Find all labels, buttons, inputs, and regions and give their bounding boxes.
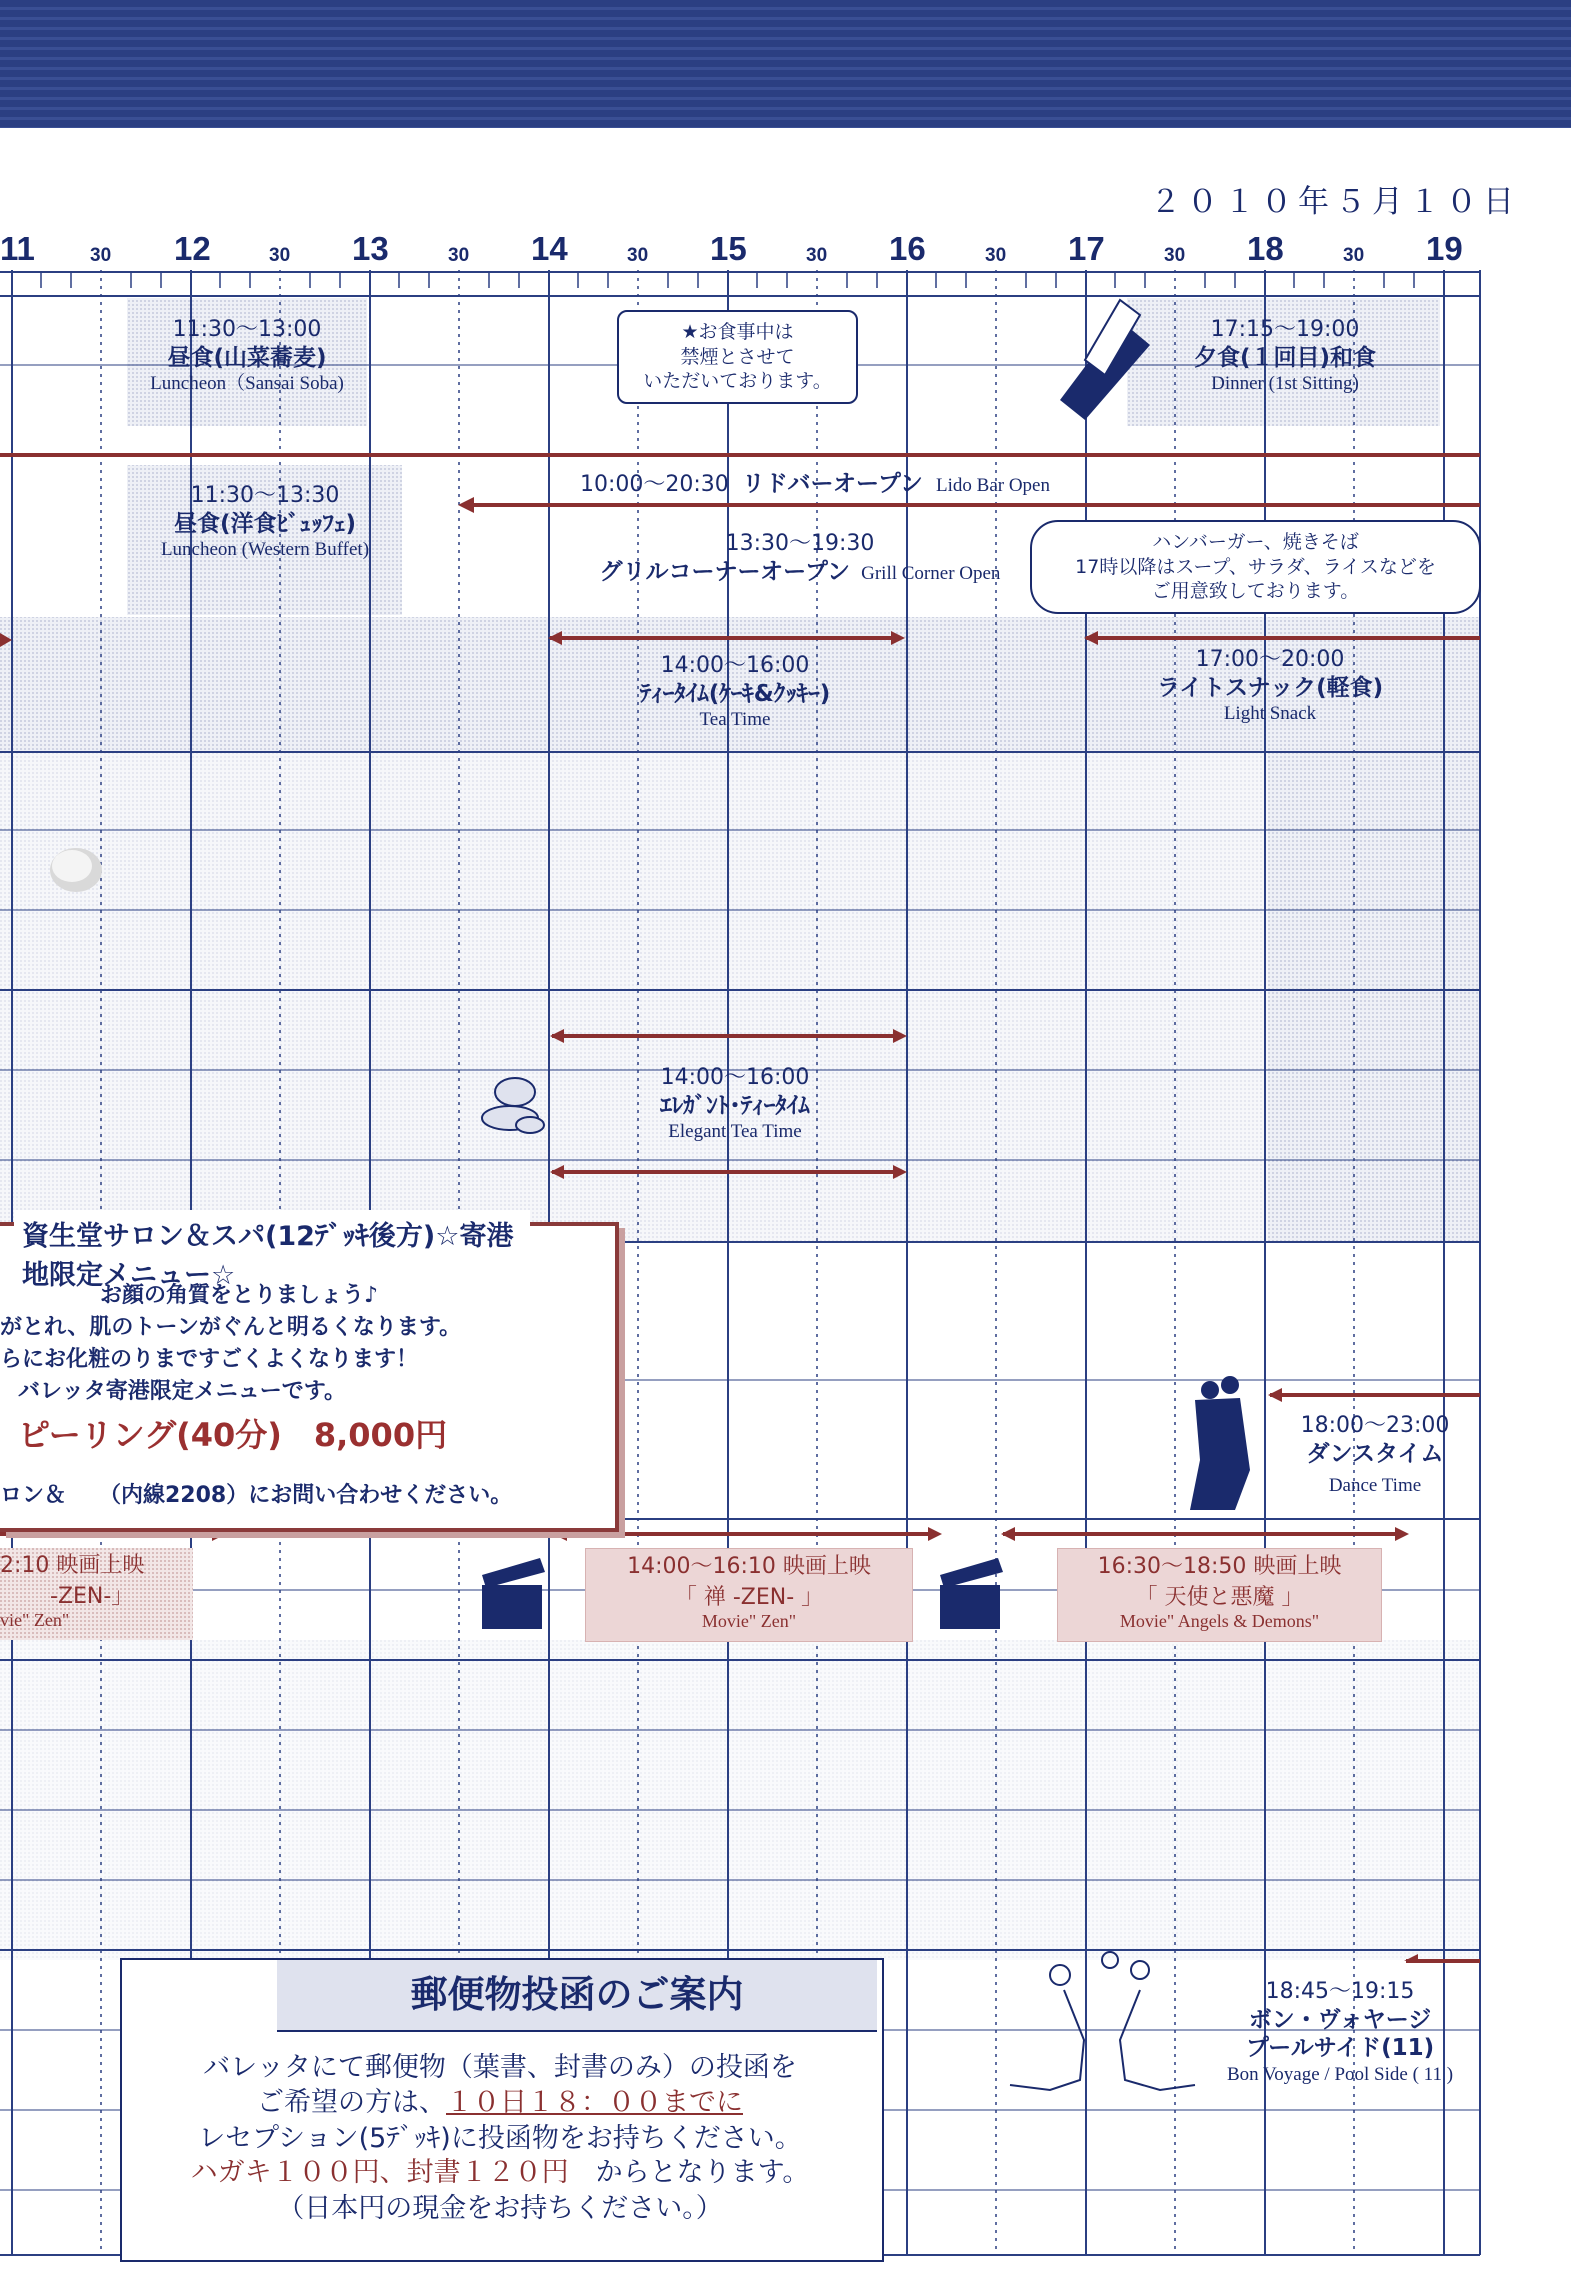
event-grill bbox=[580, 530, 1020, 586]
mail-title: 郵便物投函のご案内 bbox=[277, 1960, 877, 2032]
movie-title-en: Movie" Angels & Demons" bbox=[1119, 1611, 1320, 1631]
event-title: グリルコーナーオープン bbox=[599, 558, 851, 585]
event-elegant-tea bbox=[590, 1064, 880, 1144]
event-time: 11:30～13:00 bbox=[172, 317, 322, 342]
movie-title-en: Movie" Zen" bbox=[701, 1611, 797, 1631]
event-title-en: Grill Corner Open bbox=[861, 562, 1001, 584]
spa-contact: ロン＆ （内線2208）にお問い合わせください。 bbox=[0, 1483, 513, 1508]
champagne-icon bbox=[1010, 1952, 1195, 2090]
hour-label-16: 16 bbox=[889, 230, 926, 267]
mail-line: バレッタにて郵便物（葉書、封書のみ）の投函を bbox=[203, 2052, 797, 2083]
event-title: 夕食(１回目)和食 bbox=[1193, 344, 1377, 371]
event-time: 14:00～16:00 bbox=[660, 1065, 810, 1090]
spa-peeling-price: ピーリング(40分) 8,000円 bbox=[18, 1416, 448, 1454]
hour-label-19: 19 bbox=[1426, 230, 1463, 267]
spa-line: お顔の角質をとりましょう♪ bbox=[100, 1283, 379, 1308]
hour-label-14: 14 bbox=[531, 230, 568, 267]
event-title-en: Light Snack bbox=[1223, 703, 1317, 725]
event-title-en: Luncheon (Western Buffet) bbox=[160, 539, 370, 561]
movie-title-en: vie" Zen" bbox=[0, 1610, 70, 1630]
event-title-en: Lido Bar Open bbox=[936, 475, 1050, 496]
event-title-en: Bon Voyage / Pool Side ( 11 ) bbox=[1226, 2064, 1454, 2085]
event-title-en: Elegant Tea Time bbox=[668, 1121, 802, 1143]
clapper-icon-1 bbox=[482, 1558, 545, 1629]
shade-right-col bbox=[1268, 752, 1480, 1242]
note-line: 禁煙とさせて bbox=[680, 345, 795, 368]
dancers-icon bbox=[1190, 1376, 1250, 1510]
half-label: 30 bbox=[1343, 245, 1365, 266]
hour-label-12: 12 bbox=[174, 230, 211, 267]
movie-box-2 bbox=[1057, 1548, 1382, 1642]
movie-time: 16:30～18:50 映画上映 bbox=[1097, 1554, 1342, 1579]
hour-label-13: 13 bbox=[352, 230, 389, 267]
hour-label-15: 15 bbox=[710, 230, 747, 267]
event-title-en: Dinner (1st Sitting) bbox=[1211, 373, 1359, 395]
event-time: 13:30～19:30 bbox=[725, 531, 875, 556]
shade-lower-left bbox=[0, 1640, 1480, 1960]
movie-title: 「 天使と悪魔 」 bbox=[1135, 1585, 1304, 1610]
event-title-en: Luncheon（Sansai Soba) bbox=[150, 373, 344, 395]
mail-text: ご希望の方は、 bbox=[257, 2087, 446, 2118]
note-line: ご用意致しております。 bbox=[1151, 580, 1360, 603]
mail-deadline: １０日１８：００までに bbox=[446, 2087, 743, 2118]
event-dinner bbox=[1130, 316, 1440, 396]
movie-title: -ZEN-」 bbox=[50, 1584, 134, 1609]
event-bon-voyage bbox=[1200, 1978, 1480, 2087]
event-time: 14:00～16:00 bbox=[660, 653, 810, 678]
movie-time: 2:10 映画上映 bbox=[0, 1553, 145, 1578]
event-lunch-buffet bbox=[140, 482, 390, 562]
event-title: ボン・ヴォヤージ bbox=[1248, 2006, 1432, 2033]
event-title: プールサイド(11) bbox=[1245, 2035, 1435, 2062]
grill-note bbox=[1030, 520, 1481, 614]
half-label: 30 bbox=[90, 245, 112, 266]
half-label: 30 bbox=[806, 245, 828, 266]
event-time: 17:00～20:00 bbox=[1195, 647, 1345, 672]
event-title: ダンスタイム bbox=[1306, 1440, 1444, 1467]
movie-time: 14:00～16:10 映画上映 bbox=[627, 1554, 871, 1579]
event-time: 10:00～20:30 bbox=[580, 472, 729, 497]
mail-line bbox=[120, 2150, 880, 2189]
no-smoking-note bbox=[617, 310, 858, 404]
half-label: 30 bbox=[985, 245, 1007, 266]
schedule-date: ２０１０年５月１０日 bbox=[1150, 184, 1520, 220]
mail-line bbox=[120, 2080, 880, 2119]
shade-rows-lower bbox=[0, 752, 1480, 1242]
half-label: 30 bbox=[627, 245, 649, 266]
hour-label-11: 11 bbox=[0, 230, 35, 267]
event-time: 11:30～13:30 bbox=[190, 483, 340, 508]
event-time: 17:15～19:00 bbox=[1210, 317, 1360, 342]
mail-line: （日本円の現金をお持ちください。） bbox=[277, 2193, 723, 2224]
movie-box-1 bbox=[585, 1548, 913, 1642]
movie-box-0 bbox=[0, 1548, 192, 1640]
event-tea-time bbox=[590, 652, 880, 732]
event-title: リドバーオープン bbox=[741, 471, 923, 497]
mail-line: レセプション(5ﾃﾞｯｷ)に投函物をお持ちください。 bbox=[198, 2123, 802, 2154]
event-lunch-soba bbox=[127, 316, 367, 396]
hour-label-17: 17 bbox=[1068, 230, 1105, 267]
event-title-en: Dance Time bbox=[1328, 1475, 1422, 1497]
mail-text: からとなります。 bbox=[568, 2157, 810, 2188]
event-title: 昼食(山菜蕎麦) bbox=[167, 344, 327, 371]
spa-line: らにお化粧のりまですごくよくなります！ bbox=[0, 1347, 419, 1372]
note-line: ハンバーガー、焼きそば bbox=[1152, 531, 1359, 553]
spa-title: 資生堂サロン＆スパ(12ﾃﾞｯｷ後方)☆寄港地限定メニュー☆ bbox=[14, 1210, 530, 1296]
event-time: 18:45～19:15 bbox=[1265, 1979, 1415, 2004]
half-label: 30 bbox=[1164, 245, 1186, 266]
event-title: ライトスナック(軽食) bbox=[1156, 674, 1384, 701]
note-line: 17時以降はスープ、サラダ、ライスなどを bbox=[1075, 555, 1436, 578]
mail-price: ハガキ１００円、封書１２０円 bbox=[190, 2157, 569, 2188]
note-line: いただいております。 bbox=[643, 370, 832, 393]
half-label: 30 bbox=[448, 245, 470, 266]
half-label: 30 bbox=[269, 245, 291, 266]
event-title: ﾃｨｰﾀｲﾑ(ｹｰｷ&ｸｯｷｰ) bbox=[639, 680, 831, 707]
event-title-en: Tea Time bbox=[699, 709, 771, 731]
spa-line: バレッタ寄港限定メニューです。 bbox=[18, 1379, 347, 1404]
event-dance bbox=[1270, 1412, 1480, 1498]
event-title: ｴﾚｶﾞﾝﾄ･ﾃｨｰﾀｲﾑ bbox=[660, 1092, 810, 1119]
spa-line: がとれ、肌のトーンがぐんと明るくなります。 bbox=[0, 1315, 462, 1340]
hour-label-18: 18 bbox=[1247, 230, 1284, 267]
clapper-icon-2 bbox=[940, 1558, 1003, 1629]
event-lido-bar bbox=[580, 470, 1120, 499]
event-time: 18:00～23:00 bbox=[1300, 1413, 1450, 1438]
movie-title: 「 禅 -ZEN- 」 bbox=[674, 1585, 824, 1610]
event-light-snack bbox=[1120, 646, 1420, 726]
note-line: ★お食事中は bbox=[681, 321, 794, 343]
event-title: 昼食(洋食ﾋﾞｭｯﾌｪ) bbox=[173, 510, 357, 537]
